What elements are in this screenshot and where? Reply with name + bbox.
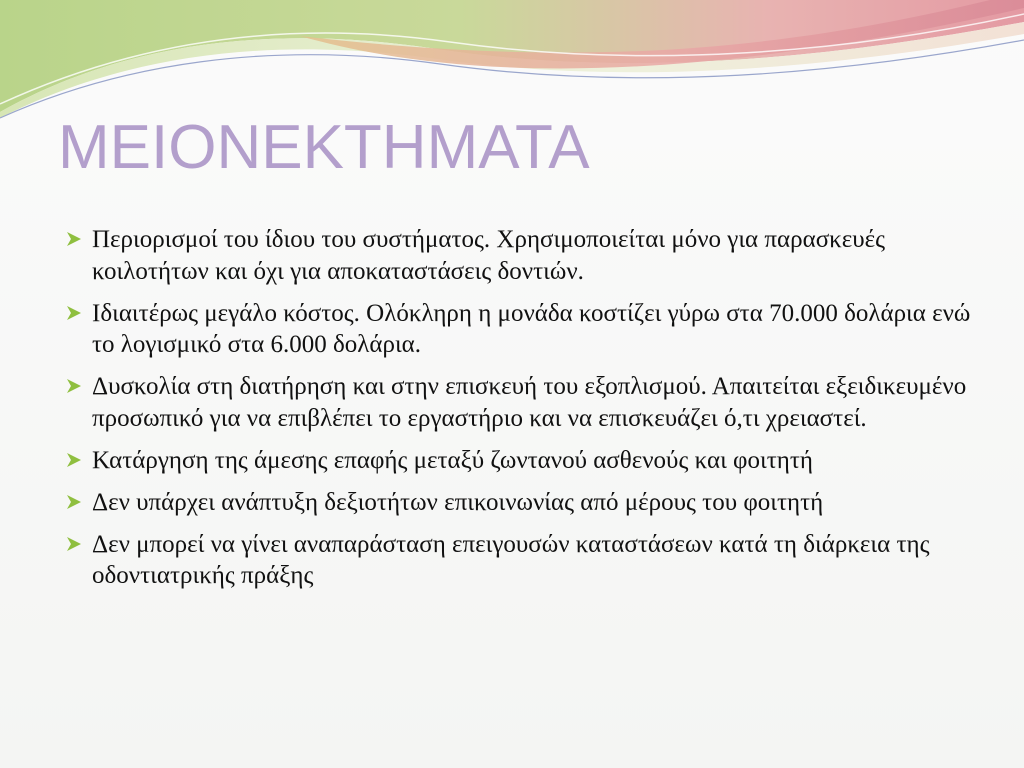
bullet-item (62, 224, 982, 287)
bullet-list (62, 224, 982, 602)
bullet-item (62, 529, 982, 592)
arrow-bullet-icon (64, 229, 84, 249)
bullet-text: Δυσκολία στη διατήρηση και στην επισκευή του εξοπλισμού. Απαιτείται εξειδικευμένο προσωπικό για να επιβλέπει το εργαστήριο και να επισκευάζει ό,τι χρειαστεί. (92, 373, 967, 432)
bullet-text: Κατάργηση της άμεσης επαφής μεταξύ ζωντανού ασθενούς και φοιτητή (92, 446, 813, 474)
bullet-text: Ιδιαιτέρως μεγάλο κόστος. Ολόκληρη η μονάδα κοστίζει γύρω στα 70.000 δολάρια ενώ το λογισμικό στα 6.000 δολάρια. (92, 299, 971, 358)
arrow-bullet-icon (64, 492, 84, 512)
bullet-item (62, 371, 982, 434)
arrow-bullet-icon (64, 450, 84, 470)
arrow-bullet-icon (64, 303, 84, 323)
bullet-text: Δεν μπορεί να γίνει αναπαράσταση επειγουσών καταστάσεων κατά τη διάρκεια της οδοντιατρικής πράξης (92, 530, 930, 589)
bullet-item (62, 445, 982, 477)
slide-title: ΜΕΙΟΝΕΚΤΗΜΑΤΑ (58, 113, 590, 182)
bullet-text: Περιορισμοί του ίδιου του συστήματος. Χρησιμοποιείται μόνο για παρασκευές κοιλοτήτων και όχι για αποκαταστάσεις δοντιών. (92, 226, 886, 285)
bullet-item (62, 298, 982, 361)
bullet-text: Δεν υπάρχει ανάπτυξη δεξιοτήτων επικοινωνίας από μέρους του φοιτητή (92, 488, 824, 516)
arrow-bullet-icon (64, 534, 84, 554)
bullet-item (62, 487, 982, 519)
arrow-bullet-icon (64, 376, 84, 396)
